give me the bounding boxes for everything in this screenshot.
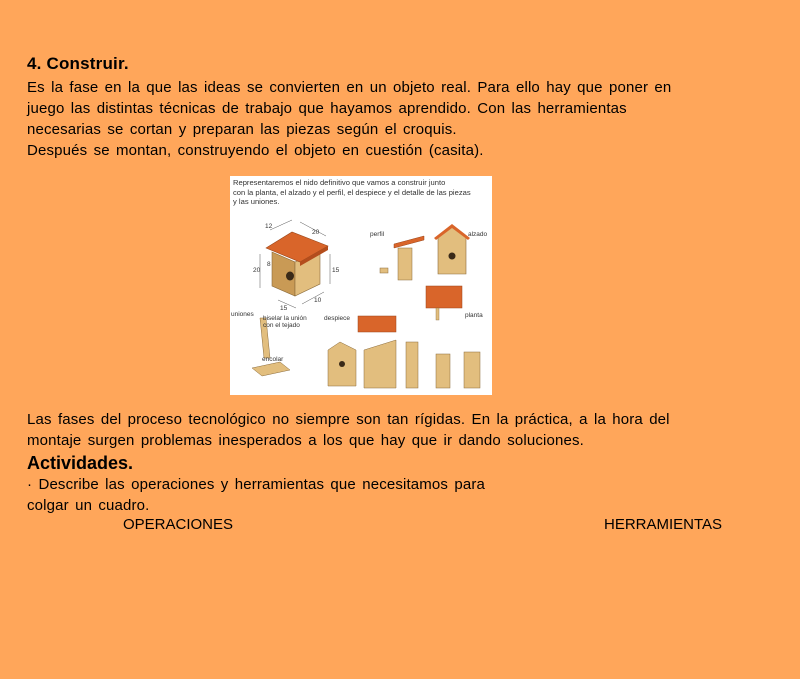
label-despiece: despiece: [324, 315, 351, 322]
despiece-pieces: [328, 316, 480, 388]
birdhouse-figure: [230, 176, 492, 395]
dim-label: 12: [265, 223, 273, 230]
label-alzado: alzado: [468, 231, 488, 238]
section-heading: 4. Construir.: [27, 54, 129, 73]
caption-line: con la planta, el alzado y el perfil, el despiece y el detalle de las piezas: [233, 187, 471, 197]
caption-line: y las uniones.: [233, 197, 280, 207]
activities-title: Actividades.: [27, 453, 134, 473]
dim-label: 8: [267, 261, 271, 268]
label-encolar: encolar: [262, 356, 284, 363]
column-operaciones: OPERACIONES: [123, 516, 234, 533]
isometric-house: [253, 220, 340, 312]
label-perfil: perfil: [370, 231, 385, 238]
perfil-view: [380, 236, 424, 280]
paragraph-line: Las fases del proceso tecnológico no siempre son tan rígidas. En la práctica, a la hora del: [27, 411, 670, 428]
paragraph-line: Después se montan, construyendo el objeto en cuestión (casita).: [27, 142, 484, 159]
paragraph-line: Es la fase en la que las ideas se convierten en un objeto real. Para ello hay que poner en: [27, 79, 672, 96]
activity-line: colgar un cuadro.: [27, 497, 150, 514]
label-bisel: biselar la unión: [263, 315, 307, 322]
dim-label: 15: [280, 305, 288, 312]
label-uniones: uniones: [231, 311, 254, 318]
dim-label: 20: [253, 267, 261, 274]
dim-label: 15: [332, 267, 340, 274]
column-herramientas: HERRAMIENTAS: [604, 516, 723, 533]
dim-label: 10: [314, 297, 322, 304]
activity-line: · Describe las operaciones y herramientas que necesitamos para: [27, 476, 486, 493]
caption-line: Representaremos el nido definitivo que vamos a construir junto: [233, 178, 446, 187]
paragraph-line: necesarias se cortan y preparan las piezas según el croquis.: [27, 121, 457, 138]
label-bisel-2: con el tejado: [263, 322, 300, 329]
planta-view: [426, 286, 462, 320]
dim-label: 20: [312, 229, 320, 236]
alzado-view: [434, 224, 470, 274]
paragraph-line: montaje surgen problemas inesperados a los que hay que ir dando soluciones.: [27, 432, 584, 449]
activity-item: [27, 474, 547, 516]
label-planta: planta: [465, 312, 483, 319]
intro-paragraph: [27, 77, 727, 161]
closing-paragraph: [27, 409, 727, 451]
paragraph-line: juego las distintas técnicas de trabajo que hayamos aprendido. Con las herramientas: [27, 100, 627, 117]
